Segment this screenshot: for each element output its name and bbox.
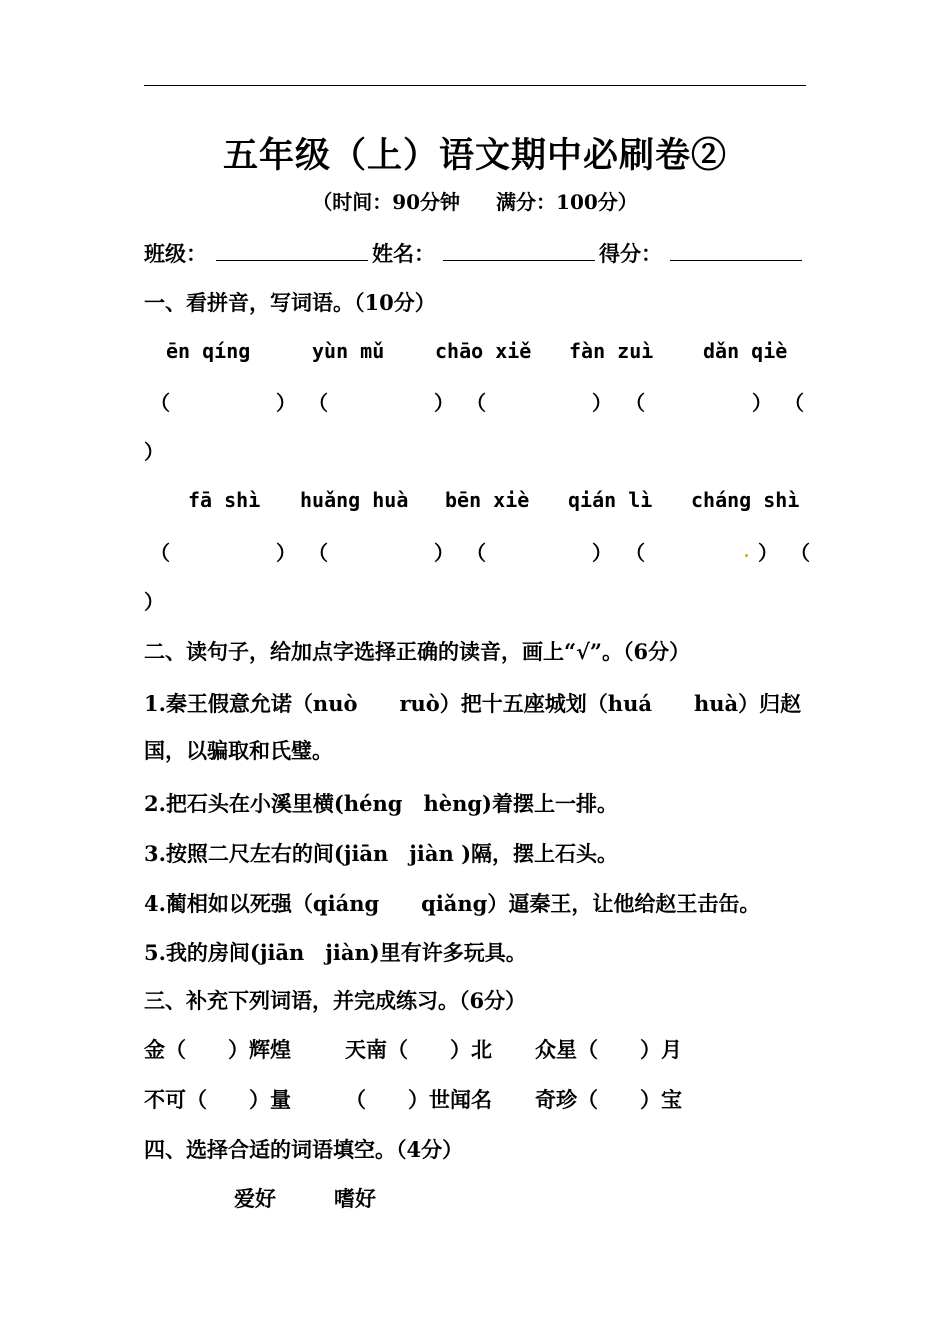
answer-paren-close: ） — [434, 541, 454, 565]
pinyin-2-3: bēn xiè — [445, 488, 530, 512]
answer-paren-open: （ — [150, 541, 170, 565]
answer-paren-close: ） — [144, 590, 164, 614]
idiom-blank-6: 奇珍（ ）宝 — [535, 1087, 682, 1112]
answer-paren-open: （ — [625, 391, 645, 415]
name-label: 姓名： — [372, 241, 435, 266]
pinyin-2-4: qián lì — [568, 488, 653, 512]
pinyin-2-1: fā shì — [188, 488, 261, 512]
idiom-blank-2: 天南（ ）北 — [345, 1037, 492, 1062]
exam-subtitle — [0, 186, 950, 215]
idiom-blank-3: 众星（ ）月 — [535, 1037, 682, 1062]
answer-paren-close: ） — [434, 391, 454, 415]
answer-paren-open: （ — [150, 391, 170, 415]
question-2-4: 4.蔺相如以死强（qiáng qiǎng）逼秦王，让他给赵王击缶。 — [144, 891, 761, 916]
section-1-heading: 一、看拼音，写词语。（10分） — [144, 290, 436, 315]
answer-paren-open: （ — [784, 391, 804, 415]
answer-paren-close: ） — [276, 391, 296, 415]
section-4-heading: 四、选择合适的词语填空。（4分） — [144, 1137, 464, 1162]
idiom-blank-1: 金（ ）辉煌 — [144, 1037, 291, 1062]
class-field[interactable] — [216, 238, 368, 261]
idiom-blank-4: 不可（ ）量 — [144, 1087, 291, 1112]
pinyin-2-2: huǎng huà — [300, 488, 409, 512]
answer-paren-close: ） — [592, 541, 612, 565]
answer-paren-close: ） — [592, 391, 612, 415]
pinyin-1-1: ēn qíng — [166, 339, 251, 363]
answer-paren-open: （ — [466, 391, 486, 415]
name-field[interactable] — [443, 238, 595, 261]
question-2-1-cont: 国，以骗取和氏璧。 — [144, 738, 333, 763]
idiom-blank-5: （ ）世闻名 — [345, 1087, 492, 1112]
answer-paren-open: （ — [308, 541, 328, 565]
question-2-2: 2.把石头在小溪里横(héng hèng)着摆上一排。 — [144, 791, 618, 816]
stray-dot — [745, 554, 748, 557]
section-3-heading: 三、补充下列词语，并完成练习。（6分） — [144, 988, 527, 1013]
word-option-2: 嗜好 — [334, 1186, 376, 1211]
question-2-3: 3.按照二尺左右的间(jiān jiàn )隔，摆上石头。 — [144, 841, 619, 866]
answer-paren-open: （ — [466, 541, 486, 565]
pinyin-1-4: fàn zuì — [569, 339, 654, 363]
pinyin-1-2: yùn mǔ — [312, 339, 385, 363]
page-title: 五年级（上）语文期中必刷卷② — [222, 135, 727, 176]
score-field[interactable] — [670, 238, 802, 261]
answer-paren-open: （ — [308, 391, 328, 415]
class-label: 班级： — [144, 241, 207, 266]
pinyin-1-3: chāo xiě — [435, 339, 532, 363]
answer-paren-close: ） — [276, 541, 296, 565]
answer-paren-open: （ — [625, 541, 645, 565]
answer-paren-close: ） — [758, 541, 778, 565]
full-score: 满分：100分） — [496, 190, 638, 214]
answer-paren-close: ） — [752, 391, 772, 415]
section-2-heading: 二、读句子，给加点字选择正确的读音，画上“√”。（6分） — [144, 639, 691, 664]
score-label: 得分： — [599, 241, 662, 266]
answer-paren-close: ） — [144, 440, 164, 464]
answer-paren-open: （ — [790, 541, 810, 565]
pinyin-1-5: dǎn qiè — [703, 339, 788, 363]
question-2-5: 5.我的房间(jiān jiàn)里有许多玩具。 — [144, 940, 527, 965]
time-limit: （时间：90分钟 — [312, 190, 461, 214]
word-option-1: 爱好 — [234, 1186, 276, 1211]
pinyin-2-5: cháng shì — [691, 488, 800, 512]
top-rule — [144, 85, 806, 86]
question-2-1: 1.秦王假意允诺（nuò ruò）把十五座城划（huá huà）归赵 — [144, 691, 802, 716]
